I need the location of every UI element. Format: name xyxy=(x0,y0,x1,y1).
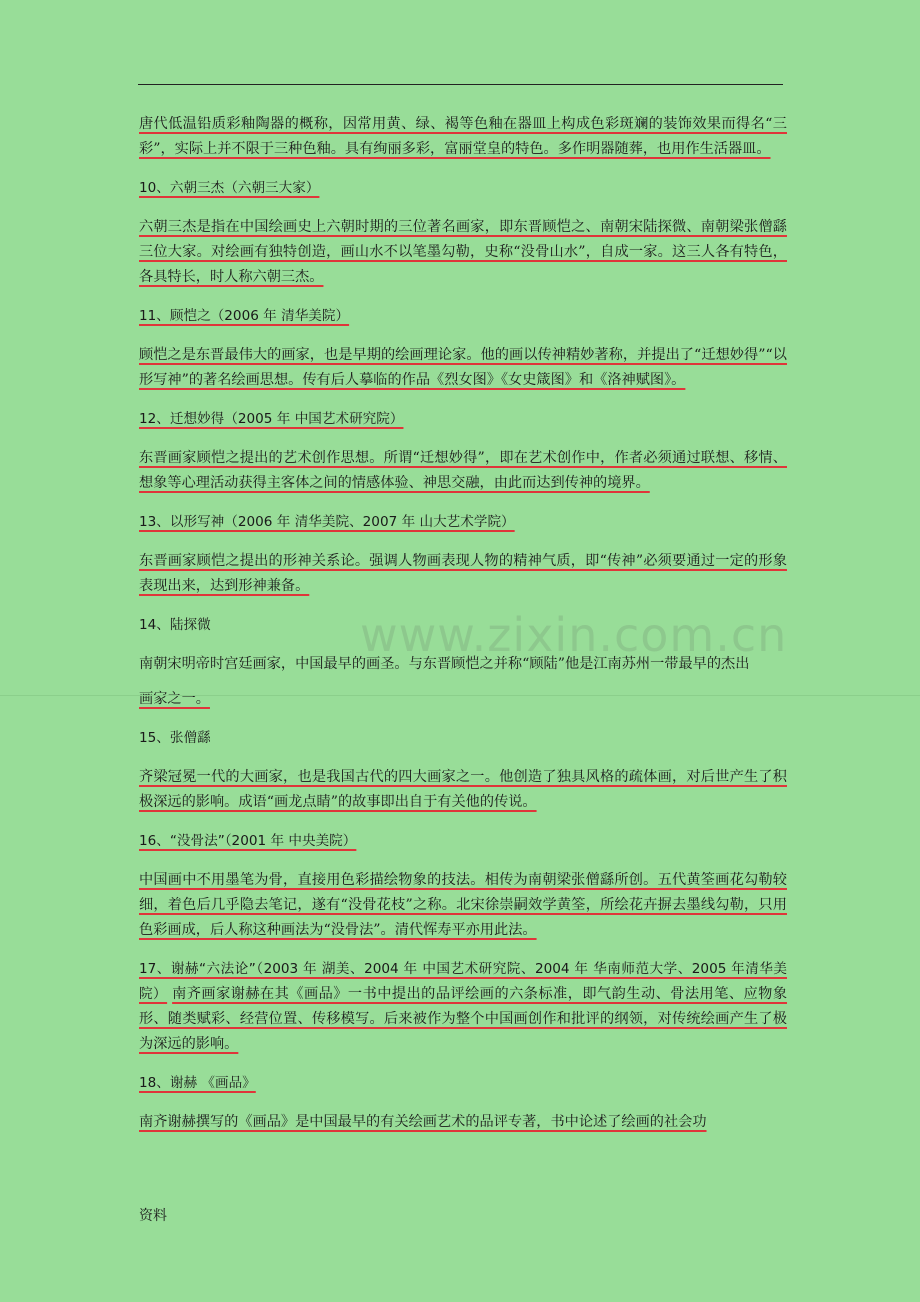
heading-13 xyxy=(139,510,787,535)
paragraph-text: 画家之一。 xyxy=(139,691,210,707)
heading-10 xyxy=(139,176,787,201)
page-divider xyxy=(0,695,920,696)
paragraph-text: 中国画中不用墨笔为骨，直接用色彩描绘物象的技法。相传为南朝梁张僧繇所创。五代黄筌画花勾勒较细，着色后几乎隐去笔记，遂有“没骨花枝”之称。北宋徐崇嗣效学黄筌，所绘花卉摒去墨线勾勒，只用色彩画成，后人称这种画法为“没骨法”。清代恽寿平亦用此法。 xyxy=(139,872,787,938)
heading-text: 10、六朝三杰（六朝三大家） xyxy=(139,180,320,196)
paragraph-17 xyxy=(139,957,787,1057)
paragraph-10 xyxy=(139,215,787,290)
heading-text: 12、迁想妙得（2005 年 中国艺术研究院） xyxy=(139,411,404,427)
heading-15 xyxy=(139,726,787,751)
paragraph-text: 六朝三杰是指在中国绘画史上六朝时期的三位著名画家，即东晋顾恺之、南朝宋陆探微、南朝梁张僧繇三位大家。对绘画有独特创造，画山水不以笔墨勾勒，史称“没骨山水”，自成一家。这三人各有特色，各具特长，时人称六朝三杰。 xyxy=(139,219,787,285)
heading-18 xyxy=(139,1071,787,1096)
paragraph-text: 唐代低温铅质彩釉陶器的概称，因常用黄、绿、褐等色釉在器皿上构成色彩斑斓的装饰效果而得名“三彩”，实际上并不限于三种色釉。具有绚丽多彩，富丽堂皇的特色。多作明器随葬，也用作生活器皿。 xyxy=(139,116,787,157)
paragraph-12 xyxy=(139,446,787,496)
paragraph-text: 东晋画家顾恺之提出的艺术创作思想。所谓“迁想妙得”，即在艺术创作中，作者必须通过联想、移情、想象等心理活动获得主客体之间的情感体验、神思交融，由此而达到传神的境界。 xyxy=(139,450,787,491)
heading-16 xyxy=(139,829,787,854)
heading-text: 17、谢赫“六法论”（2003 年 湖美、2004 年 中国艺术研究院、2004 年 华南师范大学、2005 年清华美院） xyxy=(139,961,787,1002)
paragraph-18 xyxy=(139,1110,787,1135)
header-rule xyxy=(138,84,783,85)
paragraph-text: 南齐画家谢赫在其《画品》一书中提出的品评绘画的六条标准，即气韵生动、骨法用笔、应物象形、随类赋彩、经营位置、传移模写。后来被作为整个中国画创作和批评的纲领，对传统绘画产生了极为深远的影响。 xyxy=(139,986,788,1052)
heading-text: 11、顾恺之（2006 年 清华美院） xyxy=(139,308,350,324)
paragraph-16 xyxy=(139,868,787,943)
heading-text: 18、谢赫 《画品》 xyxy=(139,1075,256,1091)
heading-11 xyxy=(139,304,787,329)
paragraph-text: 南朝宋明帝时宫廷画家，中国最早的画圣。与东晋顾恺之并称“顾陆”他是江南苏州一带最早的杰出 xyxy=(139,656,750,672)
paragraph-text: 齐梁冠冕一代的大画家，也是我国古代的四大画家之一。他创造了独具风格的疏体画，对后世产生了积极深远的影响。成语“画龙点睛”的故事即出自于有关他的传说。 xyxy=(139,769,787,810)
paragraph-11 xyxy=(139,343,787,393)
paragraph-text: 南齐谢赫撰写的《画品》是中国最早的有关绘画艺术的品评专著，书中论述了绘画的社会功 xyxy=(139,1114,707,1130)
paragraph-text: 顾恺之是东晋最伟大的画家，也是早期的绘画理论家。他的画以传神精妙著称，并提出了“迁想妙得”“以形写神”的著名绘画思想。传有后人摹临的作品《烈女图》《女史箴图》和《洛神赋图》。 xyxy=(139,347,787,388)
watermark: www.zixin.com.cn xyxy=(360,608,788,662)
paragraph-13 xyxy=(139,549,787,599)
footer-label: 资料 xyxy=(139,1208,167,1224)
heading-text: 15、张僧繇 xyxy=(139,730,211,746)
paragraph-tang-sancai xyxy=(139,112,787,162)
heading-text: 13、以形写神（2006 年 清华美院、2007 年 山大艺术学院） xyxy=(139,514,515,530)
paragraph-15 xyxy=(139,765,787,815)
heading-text: 16、“没骨法”（2001 年 中央美院） xyxy=(139,833,357,849)
heading-12 xyxy=(139,407,787,432)
paragraph-text: 东晋画家顾恺之提出的形神关系论。强调人物画表现人物的精神气质，即“传神”必须要通过一定的形象表现出来，达到形神兼备。 xyxy=(139,553,787,594)
heading-text: 14、陆探微 xyxy=(139,617,211,633)
paragraph-14b xyxy=(139,687,787,712)
